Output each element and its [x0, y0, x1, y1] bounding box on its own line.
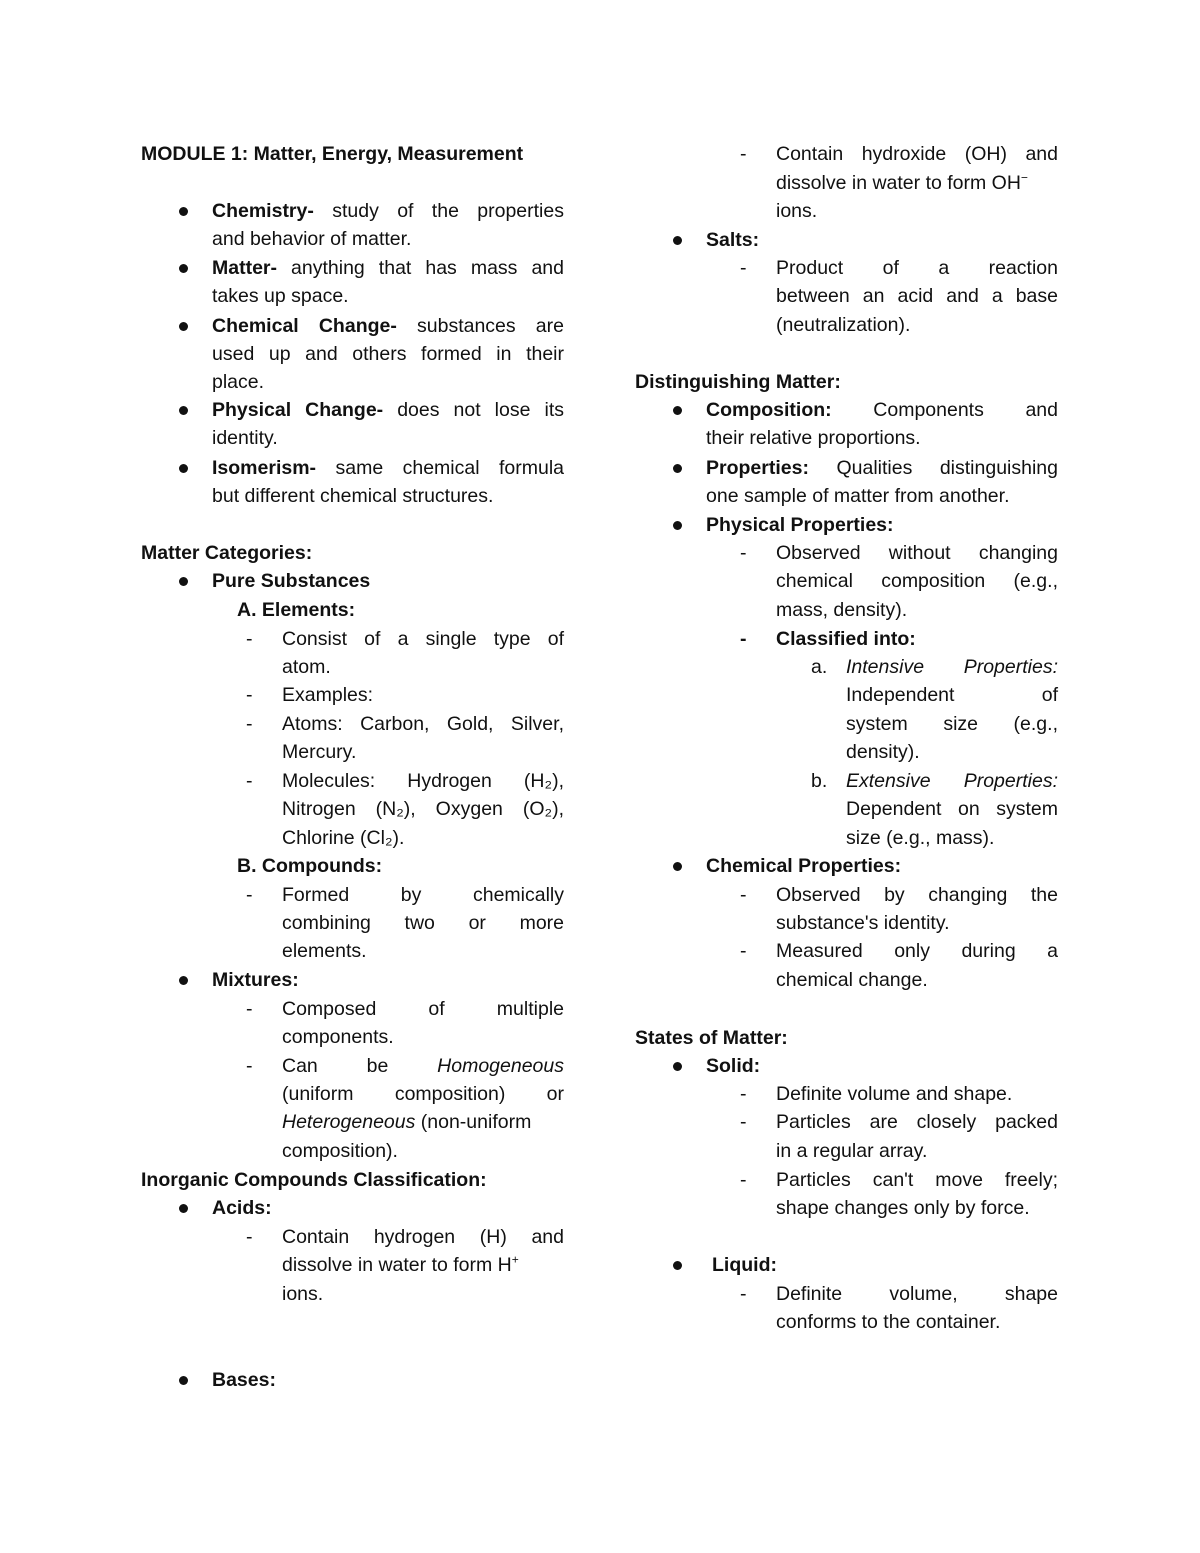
definition-line: used up and others formed in their: [212, 343, 564, 365]
chemical-item: substance's identity.: [776, 912, 950, 934]
dash-marker: -: [740, 257, 747, 279]
bases-heading: Bases:: [212, 1369, 276, 1391]
compounds-item: Formed by chemically: [282, 884, 564, 906]
liquid-heading: Liquid:: [712, 1254, 777, 1276]
elements-item: Atoms: Carbon, Gold, Silver,: [282, 713, 564, 735]
dash-marker: -: [246, 1226, 253, 1248]
definition-matter: Matter- anything that has mass and: [212, 257, 564, 279]
classified-heading: Classified into:: [776, 628, 916, 650]
bullet-icon: [179, 406, 188, 415]
list-label: b.: [811, 770, 828, 792]
bullet-icon: [673, 406, 682, 415]
mixtures-item: composition).: [282, 1140, 398, 1162]
bullet-icon: [179, 1376, 188, 1385]
bases-item: dissolve in water to form OH−: [776, 170, 1028, 194]
module-title: MODULE 1: Matter, Energy, Measurement: [141, 143, 524, 165]
mixtures-item: Heterogeneous (non-uniform: [282, 1111, 532, 1133]
definition-line: and behavior of matter.: [212, 228, 412, 250]
compounds-item: elements.: [282, 940, 367, 962]
dash-marker: -: [740, 143, 747, 165]
elements-item: Nitrogen (N₂), Oxygen (O₂),: [282, 798, 564, 820]
bullet-icon: [179, 322, 188, 331]
states-heading: States of Matter:: [635, 1027, 788, 1049]
dash-marker: -: [246, 770, 253, 792]
bullet-icon: [673, 1062, 682, 1071]
mixtures-heading: Mixtures:: [212, 969, 299, 991]
bullet-icon: [179, 207, 188, 216]
elements-heading: A. Elements:: [237, 599, 356, 621]
intensive-term: Intensive Properties:: [846, 656, 1058, 678]
physical-item: mass, density).: [776, 599, 908, 621]
acids-item: Contain hydrogen (H) and: [282, 1226, 564, 1248]
bullet-icon: [673, 1261, 682, 1270]
extensive-line: Dependent on system: [846, 798, 1058, 820]
dash-marker: -: [246, 628, 253, 650]
pure-substances-heading: Pure Substances: [212, 570, 371, 592]
categories-heading: Matter Categories:: [141, 542, 313, 564]
list-label: a.: [811, 656, 828, 678]
mixtures-item: Can be Homogeneous: [282, 1055, 564, 1077]
definition-line: but different chemical structures.: [212, 485, 494, 507]
extensive-line: size (e.g., mass).: [846, 827, 995, 849]
definition-line: place.: [212, 371, 265, 393]
distinguishing-heading: Distinguishing Matter:: [635, 371, 841, 393]
bullet-icon: [673, 521, 682, 530]
bullet-icon: [179, 976, 188, 985]
elements-item: Chlorine (Cl₂).: [282, 827, 405, 849]
bullet-icon: [179, 264, 188, 273]
solid-item: shape changes only by force.: [776, 1197, 1030, 1219]
extensive-term: Extensive Properties:: [846, 770, 1058, 792]
compounds-heading: B. Compounds:: [237, 855, 383, 877]
definition-isomerism: Isomerism- same chemical formula: [212, 457, 564, 479]
definition-physical-change: Physical Change- does not lose its: [212, 399, 564, 421]
mixtures-item: components.: [282, 1026, 394, 1048]
bullet-icon: [673, 464, 682, 473]
solid-item: Particles are closely packed: [776, 1111, 1058, 1133]
elements-item: Consist of a single type of: [282, 628, 564, 650]
properties-item: Properties: Qualities distinguishing: [706, 457, 1058, 479]
physical-item: Observed without changing: [776, 542, 1058, 564]
dash-marker: -: [246, 684, 253, 706]
elements-item: Molecules: Hydrogen (H₂),: [282, 770, 564, 792]
salts-item: Product of a reaction: [776, 257, 1058, 279]
dash-marker: -: [740, 940, 747, 962]
elements-item: atom.: [282, 656, 331, 678]
acids-heading: Acids:: [212, 1197, 272, 1219]
intensive-line: system size (e.g.,: [846, 713, 1058, 735]
salts-heading: Salts:: [706, 229, 760, 251]
chemical-item: Measured only during a: [776, 940, 1058, 962]
dash-marker: -: [740, 1283, 747, 1305]
chemical-item: Observed by changing the: [776, 884, 1058, 906]
solid-heading: Solid:: [706, 1055, 761, 1077]
dash-marker: -: [740, 1111, 747, 1133]
dash-marker: -: [246, 884, 253, 906]
physical-item: chemical composition (e.g.,: [776, 570, 1058, 592]
dash-marker: -: [246, 1055, 253, 1077]
elements-item: Mercury.: [282, 741, 357, 763]
liquid-item: Definite volume, shape: [776, 1283, 1058, 1305]
salts-item: (neutralization).: [776, 314, 911, 336]
solid-item: in a regular array.: [776, 1140, 928, 1162]
dash-marker: -: [740, 1169, 747, 1191]
solid-item: Particles can't move freely;: [776, 1169, 1058, 1191]
intensive-line: density).: [846, 741, 920, 763]
dash-marker: -: [740, 1083, 747, 1105]
compounds-item: combining two or more: [282, 912, 564, 934]
acids-item: dissolve in water to form H+: [282, 1252, 519, 1276]
bases-item: ions.: [776, 200, 818, 222]
bases-item: Contain hydroxide (OH) and: [776, 143, 1058, 165]
dash-marker: -: [740, 628, 747, 650]
composition-item: Composition: Components and: [706, 399, 1058, 421]
bullet-icon: [673, 862, 682, 871]
composition-line: their relative proportions.: [706, 427, 921, 449]
intensive-line: Independent of: [846, 684, 1058, 706]
inorganic-heading: Inorganic Compounds Classification:: [141, 1169, 487, 1191]
mixtures-item: Composed of multiple: [282, 998, 564, 1020]
bullet-icon: [673, 236, 682, 245]
properties-line: one sample of matter from another.: [706, 485, 1010, 507]
bullet-icon: [179, 464, 188, 473]
bullet-icon: [179, 577, 188, 586]
salts-item: between an acid and a base: [776, 285, 1058, 307]
solid-item: Definite volume and shape.: [776, 1083, 1013, 1105]
acids-item: ions.: [282, 1283, 324, 1305]
elements-item: Examples:: [282, 684, 374, 706]
chemical-properties-heading: Chemical Properties:: [706, 855, 902, 877]
dash-marker: -: [246, 998, 253, 1020]
dash-marker: -: [246, 713, 253, 735]
definition-line: takes up space.: [212, 285, 349, 307]
chemical-item: chemical change.: [776, 969, 928, 991]
physical-heading: Physical Properties:: [706, 514, 894, 536]
dash-marker: -: [740, 884, 747, 906]
definition-chemistry: Chemistry- study of the properties: [212, 200, 564, 222]
bullet-icon: [179, 1204, 188, 1213]
definition-line: identity.: [212, 427, 278, 449]
dash-marker: -: [740, 542, 747, 564]
definition-chemical-change: Chemical Change- substances are: [212, 315, 564, 337]
mixtures-item: (uniform composition) or: [282, 1083, 564, 1105]
liquid-item: conforms to the container.: [776, 1311, 1001, 1333]
